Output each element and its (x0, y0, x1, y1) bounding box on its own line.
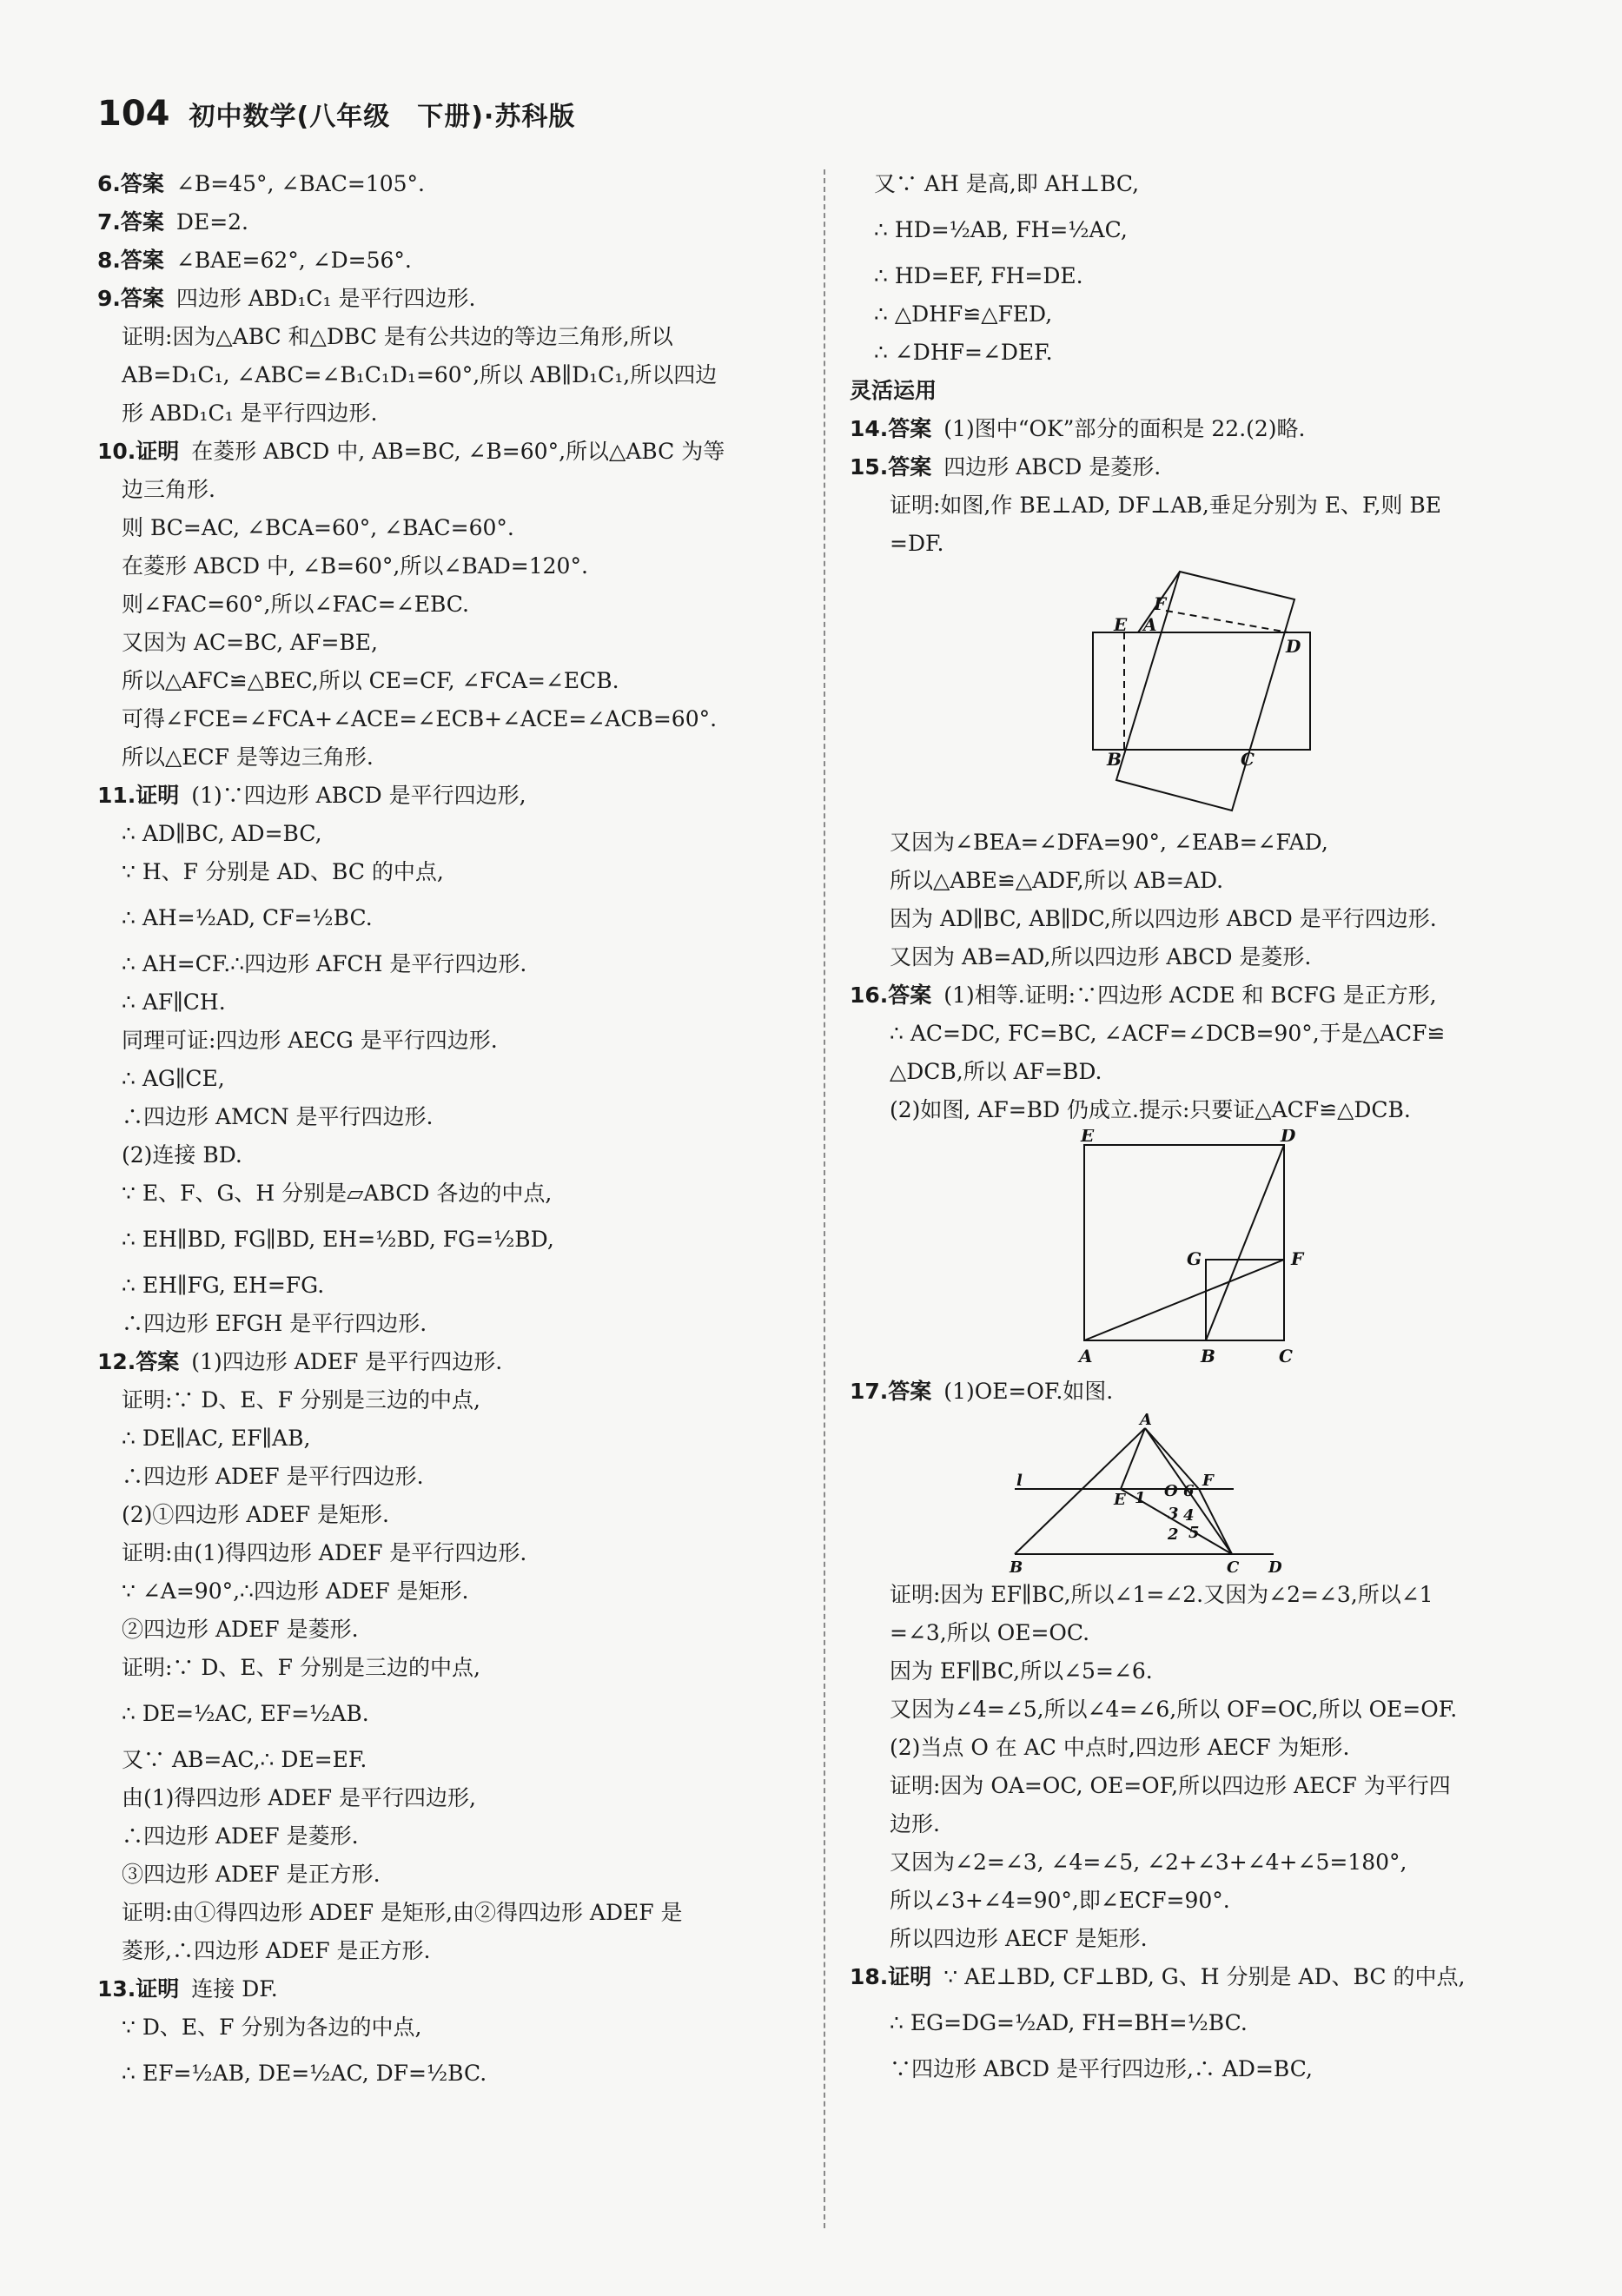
answer-line (97, 1611, 814, 1649)
line-text: 在菱形 ABCD 中, AB=BC, ∠B=60°,所以△ABC 为等 (191, 439, 725, 464)
answer-line (850, 1767, 1545, 1805)
answer-line (97, 1496, 814, 1534)
question-line (850, 448, 1545, 486)
line-text: ∵四边形 ABCD 是平行四边形,∴ AD=BC, (890, 2056, 1313, 2081)
question-number: 14.答案 (850, 416, 932, 441)
line-text: △DCB,所以 AF=BD. (890, 1059, 1102, 1084)
answer-line (97, 700, 814, 738)
answer-line (97, 1741, 814, 1779)
line-text: 又因为∠BEA=∠DFA=90°, ∠EAB=∠FAD, (890, 830, 1328, 855)
fig16-label: G (1187, 1248, 1202, 1269)
fig17-label: F (1202, 1472, 1214, 1490)
fig17-label: C (1227, 1558, 1240, 1576)
answer-line (97, 1174, 814, 1213)
line-text: (2)当点 O 在 AC 中点时,四边形 AECF 为矩形. (890, 1735, 1350, 1760)
fig17-label: 4 (1183, 1506, 1195, 1525)
fig15-label: A (1143, 614, 1157, 635)
fig16-label: F (1291, 1248, 1304, 1269)
line-text: (1)OE=OF.如图. (943, 1379, 1114, 1404)
fig15-label: E (1114, 614, 1128, 635)
line-text: 所以四边形 AECF 是矩形. (890, 1926, 1148, 1951)
answer-line (850, 1015, 1545, 1053)
question-line (97, 280, 814, 318)
answer-line (850, 525, 1545, 563)
line-text: ∠BAE=62°, ∠D=56°. (175, 248, 412, 273)
fig17-label: 6 (1183, 1482, 1195, 1500)
line-text: (2)如图, AF=BD 仍成立.提示:只要证△ACF≌△DCB. (890, 1097, 1411, 1122)
line-text: ∴ DE∥AC, EF∥AB, (122, 1426, 311, 1451)
page-number: 104 (97, 94, 170, 134)
line-text: ∵ E、F、G、H 分别是▱ABCD 各边的中点, (122, 1181, 553, 1206)
line-text: ∴ HD=½AB, FH=½AC, (874, 217, 1128, 242)
fig17-label: E (1114, 1491, 1126, 1509)
answer-line (97, 1572, 814, 1611)
fig17-label: l (1016, 1472, 1023, 1490)
line-text: 证明:如图,作 BE⊥AD, DF⊥AB,垂足分别为 E、F,则 BE (890, 493, 1441, 518)
figure-two-squares (850, 1129, 1545, 1373)
answer-line (97, 853, 814, 891)
question-line (850, 976, 1545, 1015)
fig17-label: O (1164, 1482, 1178, 1500)
answer-line (97, 1649, 814, 1687)
line-text: 所以△ECF 是等边三角形. (122, 744, 374, 770)
question-number: 9.答案 (97, 286, 164, 311)
line-text: 因为 EF∥BC,所以∠5=∠6. (890, 1658, 1153, 1684)
line-text: ∴ AC=DC, FC=BC, ∠ACF=∠DCB=90°,于是△ACF≌ (890, 1021, 1446, 1046)
answer-line (97, 318, 814, 356)
answer-line (850, 1053, 1545, 1091)
fig15-label: C (1241, 749, 1255, 770)
line-text: ∵ AE⊥BD, CF⊥BD, G、H 分别是 AD、BC 的中点, (943, 1964, 1466, 1989)
line-text: ∵ ∠A=90°,∴四边形 ADEF 是矩形. (122, 1578, 469, 1604)
answer-line (97, 1779, 814, 1817)
line-text: 四边形 ABD₁C₁ 是平行四边形. (175, 286, 476, 311)
left-column (97, 165, 814, 2101)
answer-line (850, 1843, 1545, 1882)
answer-line (850, 1729, 1545, 1767)
answer-line (850, 334, 1545, 372)
question-number: 11.证明 (97, 783, 180, 808)
line-text: 又∵ AB=AC,∴ DE=EF. (122, 1747, 367, 1772)
line-text: ∴四边形 ADEF 是平行四边形. (122, 1464, 424, 1489)
answer-line (850, 1691, 1545, 1729)
answer-line (97, 1856, 814, 1894)
answer-line (850, 1996, 1545, 2050)
fig17-label: D (1268, 1558, 1282, 1576)
answer-line (97, 2008, 814, 2047)
line-text: (1)∵四边形 ABCD 是平行四边形, (191, 783, 526, 808)
fig15-label: F (1154, 593, 1167, 614)
answer-line (850, 1091, 1545, 1129)
line-text: 菱形,∴四边形 ADEF 是正方形. (122, 1938, 431, 1963)
answer-line (850, 257, 1545, 295)
answer-line (850, 1805, 1545, 1843)
book-title: 初中数学(八年级 下册)·苏科版 (189, 102, 576, 132)
line-text: 又因为 AB=AD,所以四边形 ABCD 是菱形. (890, 944, 1312, 969)
right-column (850, 165, 1545, 2088)
line-text: 所以∠3+∠4=90°,即∠ECF=90°. (890, 1888, 1230, 1913)
fig15-label: D (1286, 636, 1301, 657)
line-text: 证明:因为△ABC 和△DBC 是有公共边的等边三角形,所以 (122, 324, 673, 349)
question-line (97, 777, 814, 815)
answer-line (97, 1060, 814, 1098)
line-text: 边形. (890, 1811, 940, 1836)
question-number: 10.证明 (97, 439, 180, 464)
line-text: (1)四边形 ADEF 是平行四边形. (191, 1349, 503, 1374)
answer-line (97, 2047, 814, 2101)
line-text: 证明:由(1)得四边形 ADEF 是平行四边形. (122, 1540, 527, 1565)
line-text: ∴ EG=DG=½AD, FH=BH=½BC. (890, 2010, 1248, 2035)
line-text: AB=D₁C₁, ∠ABC=∠B₁C₁D₁=60°,所以 AB∥D₁C₁,所以四边 (122, 362, 718, 387)
fig17-label: B (1010, 1558, 1023, 1576)
line-text: =∠3,所以 OE=OC. (890, 1620, 1090, 1645)
fig17-label: 3 (1168, 1505, 1179, 1523)
line-text: 形 ABD₁C₁ 是平行四边形. (122, 400, 378, 426)
line-text: ∴ DE=½AC, EF=½AB. (122, 1701, 369, 1726)
answer-line (97, 1419, 814, 1458)
answer-line (850, 900, 1545, 938)
answer-line (97, 1817, 814, 1856)
line-text: ∴ EF=½AB, DE=½AC, DF=½BC. (122, 2061, 487, 2086)
answer-line (97, 945, 814, 983)
answer-line (97, 1932, 814, 1970)
line-text: ③四边形 ADEF 是正方形. (122, 1862, 381, 1887)
question-line (97, 165, 814, 203)
line-text: (1)相等.证明:∵四边形 ACDE 和 BCFG 是正方形, (943, 983, 1437, 1008)
line-text: ∴四边形 AMCN 是平行四边形. (122, 1104, 434, 1129)
answer-line (850, 824, 1545, 862)
answer-line (850, 165, 1545, 203)
line-text: 同理可证:四边形 AECG 是平行四边形. (122, 1028, 498, 1053)
fig17-label: 2 (1168, 1525, 1179, 1544)
line-text: ∴四边形 EFGH 是平行四边形. (122, 1311, 427, 1336)
question-number: 17.答案 (850, 1379, 932, 1404)
answer-line (97, 1687, 814, 1741)
question-number: 16.答案 (850, 983, 932, 1008)
answer-line (97, 509, 814, 547)
line-text: =DF. (890, 531, 944, 556)
line-text: 又因为∠2=∠3, ∠4=∠5, ∠2+∠3+∠4+∠5=180°, (890, 1849, 1407, 1875)
question-number: 7.答案 (97, 209, 164, 235)
answer-line (97, 586, 814, 624)
answer-line (850, 295, 1545, 334)
line-text: ∴四边形 ADEF 是菱形. (122, 1823, 359, 1849)
section-heading (850, 372, 1545, 410)
answer-line (97, 394, 814, 433)
answer-line (850, 2050, 1545, 2088)
line-text: DE=2. (175, 209, 248, 235)
line-text: ∴ △DHF≌△FED, (874, 301, 1053, 327)
line-text: ②四边形 ADEF 是菱形. (122, 1617, 359, 1642)
question-line (97, 203, 814, 242)
line-text: ∴ ∠DHF=∠DEF. (874, 340, 1053, 365)
answer-line (97, 1098, 814, 1136)
answer-line (97, 738, 814, 777)
answer-line (97, 356, 814, 394)
fig16-label: B (1201, 1346, 1215, 1366)
answer-line (97, 815, 814, 853)
fig17-label: 1 (1135, 1489, 1146, 1507)
question-number: 6.答案 (97, 171, 164, 196)
section-heading-text: 灵活运用 (850, 378, 937, 403)
answer-line (850, 1920, 1545, 1958)
answer-line (97, 1022, 814, 1060)
answer-line (97, 1305, 814, 1343)
line-text: 由(1)得四边形 ADEF 是平行四边形, (122, 1785, 476, 1810)
line-text: (2)①四边形 ADEF 是矩形. (122, 1502, 389, 1527)
answer-line (850, 203, 1545, 257)
question-line (850, 410, 1545, 448)
answer-line (97, 983, 814, 1022)
answer-line (850, 1652, 1545, 1691)
line-text: ∴ AH=½AD, CF=½BC. (122, 905, 373, 930)
question-number: 8.答案 (97, 248, 164, 273)
figure-rhombus-overlapping-strips (850, 563, 1545, 824)
line-text: 证明:由①得四边形 ADEF 是矩形,由②得四边形 ADEF 是 (122, 1900, 683, 1925)
answer-line (850, 1882, 1545, 1920)
answer-line (97, 1458, 814, 1496)
question-line (97, 242, 814, 280)
line-text: 证明:∵ D、E、F 分别是三边的中点, (122, 1655, 480, 1680)
line-text: ∵ D、E、F 分别为各边的中点, (122, 2015, 422, 2040)
fig17-label: 5 (1188, 1524, 1200, 1542)
answer-line (97, 1534, 814, 1572)
answer-line (97, 1213, 814, 1267)
line-text: ∴ HD=EF, FH=DE. (874, 263, 1083, 288)
line-text: ∵ H、F 分别是 AD、BC 的中点, (122, 859, 444, 884)
line-text: 又∵ AH 是高,即 AH⊥BC, (874, 171, 1140, 196)
line-text: 在菱形 ABCD 中, ∠B=60°,所以∠BAD=120°. (122, 553, 588, 579)
fig16-label: A (1079, 1346, 1093, 1366)
answer-line (850, 938, 1545, 976)
answer-line (97, 1894, 814, 1932)
answer-line (97, 662, 814, 700)
answer-line (97, 471, 814, 509)
question-line (97, 1343, 814, 1381)
question-number: 12.答案 (97, 1349, 180, 1374)
line-text: 四边形 ABCD 是菱形. (943, 454, 1162, 480)
line-text: 边三角形. (122, 477, 215, 502)
line-text: 又因为 AC=BC, AF=BE, (122, 630, 378, 655)
answer-line (850, 1576, 1545, 1614)
line-text: ∴ EH∥BD, FG∥BD, EH=½BD, FG=½BD, (122, 1227, 554, 1252)
fig16-label: D (1281, 1129, 1296, 1146)
line-text: ∴ AG∥CE, (122, 1066, 225, 1091)
question-number: 13.证明 (97, 1976, 180, 2002)
column-divider (824, 169, 825, 2228)
line-text: 连接 DF. (191, 1976, 278, 2002)
page-header (97, 94, 575, 134)
line-text: ∴ AF∥CH. (122, 989, 226, 1015)
line-text: (1)图中“OK”部分的面积是 22.(2)略. (943, 416, 1306, 441)
line-text: 则 BC=AC, ∠BCA=60°, ∠BAC=60°. (122, 515, 514, 540)
fig17-label: A (1140, 1411, 1152, 1429)
line-text: ∴ AH=CF.∴四边形 AFCH 是平行四边形. (122, 951, 527, 976)
line-text: ∴ AD∥BC, AD=BC, (122, 821, 322, 846)
answer-line (850, 486, 1545, 525)
line-text: ∴ EH∥FG, EH=FG. (122, 1273, 325, 1298)
line-text: 则∠FAC=60°,所以∠FAC=∠EBC. (122, 592, 469, 617)
figure-triangle-with-line (850, 1411, 1545, 1576)
answer-line (850, 862, 1545, 900)
line-text: (2)连接 BD. (122, 1142, 242, 1168)
question-line (850, 1958, 1545, 1996)
answer-line (97, 891, 814, 945)
question-line (97, 1970, 814, 2008)
line-text: ∠B=45°, ∠BAC=105°. (175, 171, 425, 196)
answer-line (97, 1136, 814, 1174)
line-text: 证明:∵ D、E、F 分别是三边的中点, (122, 1387, 480, 1413)
question-number: 15.答案 (850, 454, 932, 480)
line-text: 证明:因为 OA=OC, OE=OF,所以四边形 AECF 为平行四 (890, 1773, 1451, 1798)
question-number: 18.证明 (850, 1964, 932, 1989)
line-text: 所以△AFC≌△BEC,所以 CE=CF, ∠FCA=∠ECB. (122, 668, 619, 693)
line-text: 又因为∠4=∠5,所以∠4=∠6,所以 OF=OC,所以 OE=OF. (890, 1697, 1458, 1722)
answer-line (97, 1381, 814, 1419)
line-text: 因为 AD∥BC, AB∥DC,所以四边形 ABCD 是平行四边形. (890, 906, 1437, 931)
answer-line (97, 1267, 814, 1305)
fig15-label: B (1107, 749, 1122, 770)
question-line (97, 433, 814, 471)
line-text: 证明:因为 EF∥BC,所以∠1=∠2.又因为∠2=∠3,所以∠1 (890, 1582, 1433, 1607)
answer-line (850, 1614, 1545, 1652)
line-text: 所以△ABE≌△ADF,所以 AB=AD. (890, 868, 1224, 893)
answer-line (97, 547, 814, 586)
answer-line (97, 624, 814, 662)
question-line (850, 1373, 1545, 1411)
line-text: 可得∠FCE=∠FCA+∠ACE=∠ECB+∠ACE=∠ACB=60°. (122, 706, 718, 731)
fig16-label: E (1081, 1129, 1095, 1146)
fig16-label: C (1279, 1346, 1293, 1366)
